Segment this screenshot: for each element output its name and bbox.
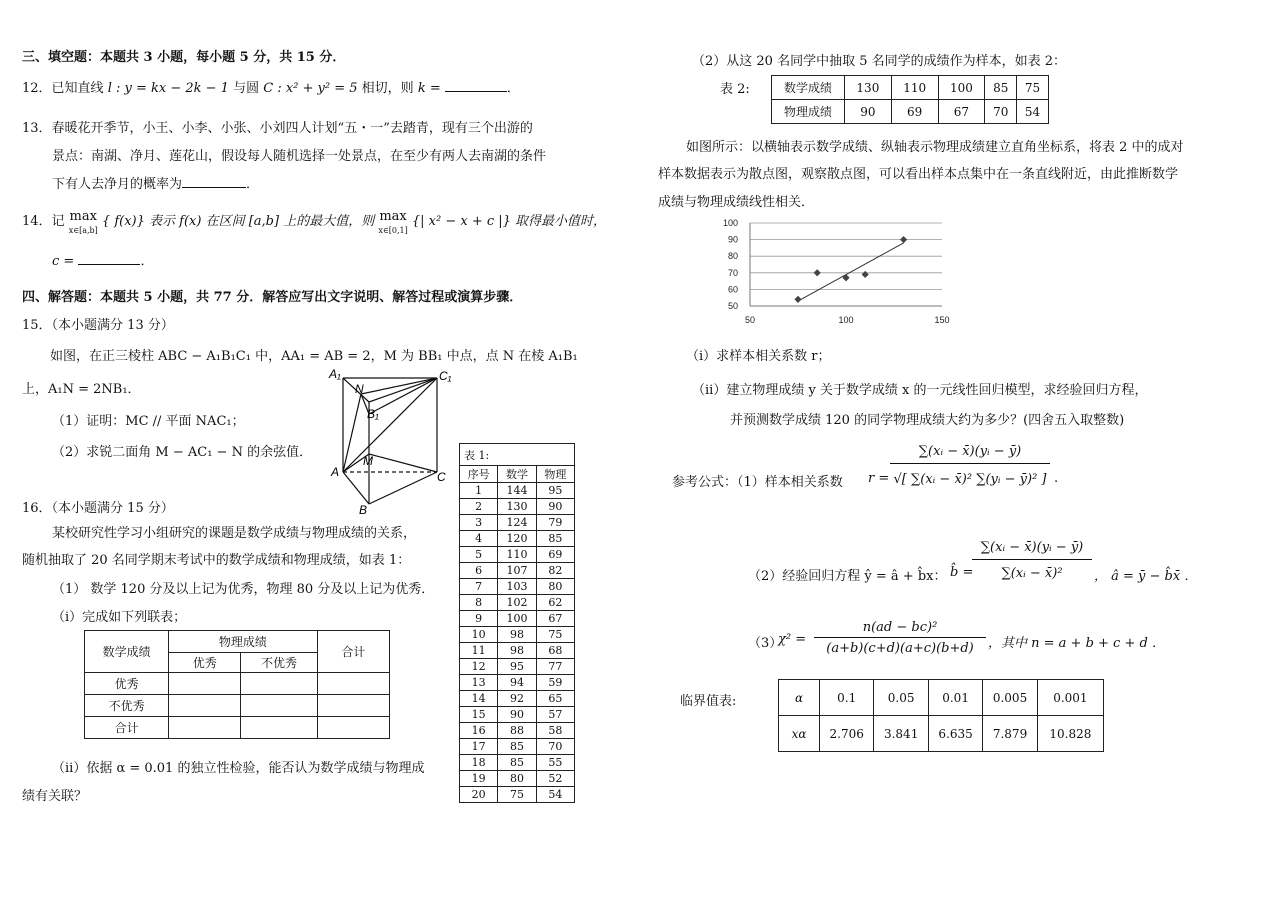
table-1-math-cell: 103 <box>498 579 536 595</box>
table-1-math-cell: 144 <box>498 483 536 499</box>
table-1-math-cell: 98 <box>498 627 536 643</box>
formula-2-denominator: ∑(xᵢ − x̄)² <box>1001 566 1063 581</box>
ct-row-not-excellent: 不优秀 <box>85 695 169 717</box>
q14-mid: { f(x)} 表示 f(x) 在区间 [a,b] 上的最大值，则 <box>101 214 375 229</box>
ct-header-physics: 物理成绩 <box>169 631 318 653</box>
table-1-index-cell: 10 <box>460 627 498 643</box>
contingency-table <box>84 630 390 739</box>
table-1-row <box>460 547 575 563</box>
table-1-physics-cell: 77 <box>536 659 574 675</box>
q14-answer-label: c = <box>52 254 75 269</box>
q15-part-1: （1）证明：MC // 平面 NAC₁； <box>52 414 245 429</box>
table-1-row <box>460 643 575 659</box>
table-1-index-cell: 5 <box>460 547 498 563</box>
scatter-point <box>794 296 801 303</box>
table-1-row <box>460 611 575 627</box>
table-1-physics-cell: 90 <box>536 499 574 515</box>
table-1-col-index: 序号 <box>460 466 498 483</box>
table-1-row <box>460 787 575 803</box>
critical-alpha-cell: 0.1 <box>820 680 874 716</box>
table-1-physics-cell: 68 <box>536 643 574 659</box>
y-tick-label: 60 <box>727 284 738 295</box>
table-1-physics-cell: 58 <box>536 723 574 739</box>
question-12: 12．已知直线 l : y = kx − 2k − 1 与圆 C : x² + y² = 5 相切，则 k = ． <box>22 81 520 96</box>
critical-alpha-header: α <box>779 680 820 716</box>
table-2-label: 表 2: <box>720 82 750 97</box>
table-1-math-cell: 120 <box>498 531 536 547</box>
table-1-row <box>460 723 575 739</box>
ct-sub-not-excellent: 不优秀 <box>241 653 317 673</box>
table-1-physics-cell: 67 <box>536 611 574 627</box>
table-1-index-cell: 9 <box>460 611 498 627</box>
x-tick-label: 100 <box>838 315 854 325</box>
question-ii-line-2: 并预测数学成绩 120 的同学物理成绩大约为多少？(四舍五入取整数) <box>730 413 1125 428</box>
table-1-row <box>460 579 575 595</box>
question-i: （i）求样本相关系数 r； <box>686 349 831 364</box>
table-1-row <box>460 755 575 771</box>
q15-line-2: 上，A₁N = 2NB₁． <box>22 382 141 397</box>
table-1-index-cell: 12 <box>460 659 498 675</box>
table-1-index-cell: 18 <box>460 755 498 771</box>
table-1-row <box>460 627 575 643</box>
section-4-heading: 四、解答题：本题共 5 小题，共 77 分．解答应写出文字说明、解答过程或演算步骤． <box>22 290 523 305</box>
data-table-1 <box>459 443 575 803</box>
formula-3-tail: ，其中 n = a + b + c + d ． <box>988 636 1165 651</box>
critical-x-header: xα <box>779 716 820 752</box>
table-1-physics-cell: 57 <box>536 707 574 723</box>
critical-x-cell: 10.828 <box>1037 716 1103 752</box>
q13-answer-blank[interactable] <box>182 187 246 188</box>
q16-part-ii-line-1: （ii）依据 α = 0.01 的独立性检验，能否认为数学成绩与物理成 <box>52 761 425 776</box>
q12-mid: 与圆 <box>233 81 260 96</box>
q12-prefix: 12．已知直线 <box>22 81 104 96</box>
critical-x-cell: 6.635 <box>928 716 982 752</box>
formula-2-prefix: （2）经验回归方程 ŷ = â + b̂x： <box>748 569 947 584</box>
table-1-math-cell: 98 <box>498 643 536 659</box>
label-M: M <box>363 454 373 468</box>
label-A1: A₁ <box>329 367 341 381</box>
table-1-index-cell: 2 <box>460 499 498 515</box>
ct-header-total: 合计 <box>317 631 389 673</box>
formula-3-prefix: （3） <box>748 636 783 651</box>
table-1-row <box>460 659 575 675</box>
table-2-physics-cell: 54 <box>1017 100 1049 124</box>
y-tick-label: 70 <box>727 267 738 278</box>
formula-3-denominator: (a+b)(c+d)(a+c)(b+d) <box>826 641 974 656</box>
question-ii-line-1: （ii）建立物理成绩 y 关于数学成绩 x 的一元线性回归模型，求经验回归方程， <box>692 383 1148 398</box>
table-1-math-cell: 94 <box>498 675 536 691</box>
q14-line-2: c = ． <box>52 254 154 269</box>
table-1-physics-cell: 55 <box>536 755 574 771</box>
section-3-heading: 三、填空题：本题共 3 小题，每小题 5 分，共 15 分． <box>22 50 346 65</box>
critical-alpha-cell: 0.001 <box>1037 680 1103 716</box>
table-1-physics-cell: 52 <box>536 771 574 787</box>
table-1-physics-cell: 95 <box>536 483 574 499</box>
q14-max2-sub: x∈[0,1] <box>378 226 408 235</box>
table-1-math-cell: 80 <box>498 771 536 787</box>
table-1-physics-cell: 70 <box>536 739 574 755</box>
table-1-row <box>460 499 575 515</box>
formula-1-end: . <box>1054 471 1059 486</box>
table-1-index-cell: 13 <box>460 675 498 691</box>
label-N: N <box>355 382 364 396</box>
table-2-math-cell: 130 <box>845 76 892 100</box>
q14-max1-sub: x∈[a,b] <box>68 226 98 235</box>
q14-max1: max x∈[a,b] <box>68 209 98 235</box>
q16-line-1: 某校研究性学习小组研究的课题是数学成绩与物理成绩的关系， <box>52 526 417 541</box>
q13-line-1: 13．春暖花开季节，小王、小李、小张、小刘四人计划“五・一”去踏青，现有三个出游的 <box>22 121 533 136</box>
ct-cell[interactable] <box>317 673 389 695</box>
ref-formulas-label: 参考公式：（1）样本相关系数 <box>672 475 843 490</box>
table-1-row <box>460 531 575 547</box>
trendline <box>798 243 904 301</box>
q16-part-2: （2）从这 20 名同学中抽取 5 名同学的成绩作为样本，如表 2： <box>692 54 1067 69</box>
table-1-index-cell: 17 <box>460 739 498 755</box>
q14-max2: max x∈[0,1] <box>378 209 408 235</box>
formula-2-fraction <box>972 540 1092 581</box>
table-1-row <box>460 563 575 579</box>
table-1-physics-cell: 85 <box>536 531 574 547</box>
table-1-physics-cell: 65 <box>536 691 574 707</box>
q13-line-2: 景点：南湖、净月、莲花山，假设每人随机选择一处景点，在至少有两人去南湖的条件 <box>52 149 547 164</box>
table-1-col-math: 数学 <box>498 466 536 483</box>
label-C: C <box>437 470 446 484</box>
table-1-index-cell: 3 <box>460 515 498 531</box>
x-tick-label: 50 <box>744 315 756 325</box>
q12-suffix: 相切，则 <box>361 81 414 96</box>
formula-1-numerator: ∑(xᵢ − x̄)(yᵢ − ȳ) <box>890 444 1050 464</box>
ct-cell[interactable] <box>241 695 317 717</box>
table-1-row <box>460 707 575 723</box>
critical-value-table <box>778 679 1104 752</box>
q16-part-ii-line-2: 绩有关联？ <box>22 789 88 804</box>
table-2-math-cell: 85 <box>985 76 1017 100</box>
formula-1-lhs: r = <box>868 471 890 486</box>
formula-2-numerator: ∑(xᵢ − x̄)(yᵢ − ȳ) <box>972 540 1092 560</box>
table-1-physics-cell: 82 <box>536 563 574 579</box>
table-1-index-cell: 7 <box>460 579 498 595</box>
formula-1-denominator: √[ ∑(xᵢ − x̄)² ∑(yᵢ − ȳ)² ] <box>893 472 1047 487</box>
table-2-row-physics-header: 物理成绩 <box>772 100 845 124</box>
label-A: A <box>331 465 340 479</box>
table-1-math-cell: 130 <box>498 499 536 515</box>
table-2-math-cell: 110 <box>891 76 938 100</box>
scatter-point <box>900 236 907 243</box>
table-1-math-cell: 102 <box>498 595 536 611</box>
formula-2-lhs: b̂ = <box>950 565 974 580</box>
q14-answer-blank[interactable] <box>78 264 140 265</box>
scatter-point <box>842 274 849 281</box>
ct-row-excellent: 优秀 <box>85 673 169 695</box>
q15-heading: 15．（本小题满分 13 分） <box>22 318 174 333</box>
critical-x-cell: 3.841 <box>874 716 928 752</box>
table-1-index-cell: 1 <box>460 483 498 499</box>
x-tick-label: 150 <box>934 315 950 325</box>
ct-cell[interactable] <box>169 717 241 739</box>
table-1-math-cell: 85 <box>498 755 536 771</box>
table-1-index-cell: 8 <box>460 595 498 611</box>
table-1-physics-cell: 54 <box>536 787 574 803</box>
critical-x-cell: 7.879 <box>983 716 1037 752</box>
critical-table-label: 临界值表: <box>680 694 737 709</box>
scatter-point <box>862 271 869 278</box>
ct-cell[interactable] <box>317 717 389 739</box>
q16-part-1: （1） 数学 120 分及以上记为优秀，物理 80 分及以上记为优秀． <box>52 582 435 597</box>
label-B: B <box>359 503 368 516</box>
ct-cell[interactable] <box>241 717 317 739</box>
ct-row-total: 合计 <box>85 717 169 739</box>
table-1-physics-cell: 62 <box>536 595 574 611</box>
q16-part-i: （i）完成如下列联表； <box>52 610 187 625</box>
q12-answer-blank[interactable] <box>445 91 507 92</box>
table-1-math-cell: 107 <box>498 563 536 579</box>
table-1-index-cell: 20 <box>460 787 498 803</box>
table-1-title: 表 1: <box>460 444 575 466</box>
table-1-index-cell: 11 <box>460 643 498 659</box>
table-2-physics-cell: 70 <box>985 100 1017 124</box>
formula-1-fraction <box>890 444 1050 487</box>
q14-prefix: 14．记 <box>22 214 65 229</box>
table-1-index-cell: 4 <box>460 531 498 547</box>
table-1-physics-cell: 75 <box>536 627 574 643</box>
table-1-math-cell: 88 <box>498 723 536 739</box>
table-2-math-cell: 75 <box>1017 76 1049 100</box>
table-2-physics-cell: 69 <box>891 100 938 124</box>
chart-marks <box>794 236 907 303</box>
table-1-index-cell: 14 <box>460 691 498 707</box>
desc-line-3: 成绩与物理成绩线性相关． <box>658 195 815 210</box>
ct-header-math: 数学成绩 <box>85 631 169 673</box>
ct-sub-excellent: 优秀 <box>169 653 241 673</box>
table-2-row-math-header: 数学成绩 <box>772 76 845 100</box>
q13-line-3: 下有人去净月的概率为 ． <box>52 177 260 192</box>
q14-line-1 <box>22 210 606 237</box>
chart-grid <box>750 223 942 306</box>
table-1-math-cell: 124 <box>498 515 536 531</box>
ct-cell[interactable] <box>169 673 241 695</box>
y-tick-label: 80 <box>727 251 738 262</box>
table-1-physics-cell: 80 <box>536 579 574 595</box>
table-1-index-cell: 16 <box>460 723 498 739</box>
table-1-physics-cell: 59 <box>536 675 574 691</box>
critical-alpha-cell: 0.01 <box>928 680 982 716</box>
table-1-row <box>460 771 575 787</box>
table-1-row <box>460 739 575 755</box>
formula-3-lhs: χ² = <box>778 632 807 647</box>
q12-answer-label: k = <box>417 81 441 96</box>
data-table-2 <box>771 75 1049 124</box>
table-1-physics-cell: 69 <box>536 547 574 563</box>
desc-line-1: 如图所示：以横轴表示数学成绩、纵轴表示物理成绩建立直角坐标系，将表 2 中的成对 <box>686 140 1184 155</box>
table-1-index-cell: 6 <box>460 563 498 579</box>
scatter-point <box>814 269 821 276</box>
table-1-row <box>460 691 575 707</box>
label-C1: C₁ <box>439 369 452 383</box>
desc-line-2: 样本数据表示为散点图，观察散点图，可以看出样本点集中在一条直线附近，由此推断数学 <box>658 167 1179 182</box>
table-1-row <box>460 483 575 499</box>
q13-line-3-text: 下有人去净月的概率为 <box>52 177 183 192</box>
q12-circle-expr: C : x² + y² = 5 <box>263 81 358 96</box>
critical-alpha-cell: 0.05 <box>874 680 928 716</box>
table-1-math-cell: 85 <box>498 739 536 755</box>
table-1-math-cell: 110 <box>498 547 536 563</box>
q15-line-1: 如图，在正三棱柱 ABC − A₁B₁C₁ 中，AA₁ = AB = 2，M 为 BB₁ 中点，点 N 在棱 A₁B₁ <box>50 349 578 364</box>
table-2-physics-cell: 90 <box>845 100 892 124</box>
table-1-row <box>460 595 575 611</box>
label-B1: B₁ <box>367 407 379 421</box>
ct-cell[interactable] <box>241 673 317 695</box>
y-tick-label: 50 <box>727 301 738 311</box>
ct-cell[interactable] <box>169 695 241 717</box>
q14-tail: {| x² − x + c |} 取得最小值时， <box>411 214 607 229</box>
table-1-physics-cell: 79 <box>536 515 574 531</box>
table-1-math-cell: 90 <box>498 707 536 723</box>
table-2-physics-cell: 67 <box>938 100 985 124</box>
ct-cell[interactable] <box>317 695 389 717</box>
table-1-index-cell: 15 <box>460 707 498 723</box>
table-1-col-physics: 物理 <box>536 466 574 483</box>
q16-line-2: 随机抽取了 20 名同学期末考试中的数学成绩和物理成绩，如表 1： <box>22 553 411 568</box>
table-1-index-cell: 19 <box>460 771 498 787</box>
table-1-math-cell: 75 <box>498 787 536 803</box>
prism-figure <box>325 366 455 516</box>
formula-3-numerator: n(ad − bc)² <box>814 620 986 638</box>
q16-heading: 16．（本小题满分 15 分） <box>22 501 174 516</box>
scatter-chart <box>712 214 962 330</box>
table-1-math-cell: 95 <box>498 659 536 675</box>
table-2-math-cell: 100 <box>938 76 985 100</box>
critical-alpha-cell: 0.005 <box>983 680 1037 716</box>
chart-ticks <box>723 218 950 325</box>
y-tick-label: 90 <box>727 234 738 245</box>
formula-3-fraction <box>814 620 986 656</box>
table-1-math-cell: 100 <box>498 611 536 627</box>
critical-x-cell: 2.706 <box>820 716 874 752</box>
q15-part-2: （2）求锐二面角 M − AC₁ − N 的余弦值． <box>52 445 313 460</box>
table-1-row <box>460 515 575 531</box>
y-tick-label: 100 <box>722 218 738 228</box>
q12-line-expr: l : y = kx − 2k − 1 <box>107 81 229 96</box>
formula-2-tail: ， â = ȳ − b̂x̄ ． <box>1094 569 1198 584</box>
table-1-math-cell: 92 <box>498 691 536 707</box>
table-1-row <box>460 675 575 691</box>
